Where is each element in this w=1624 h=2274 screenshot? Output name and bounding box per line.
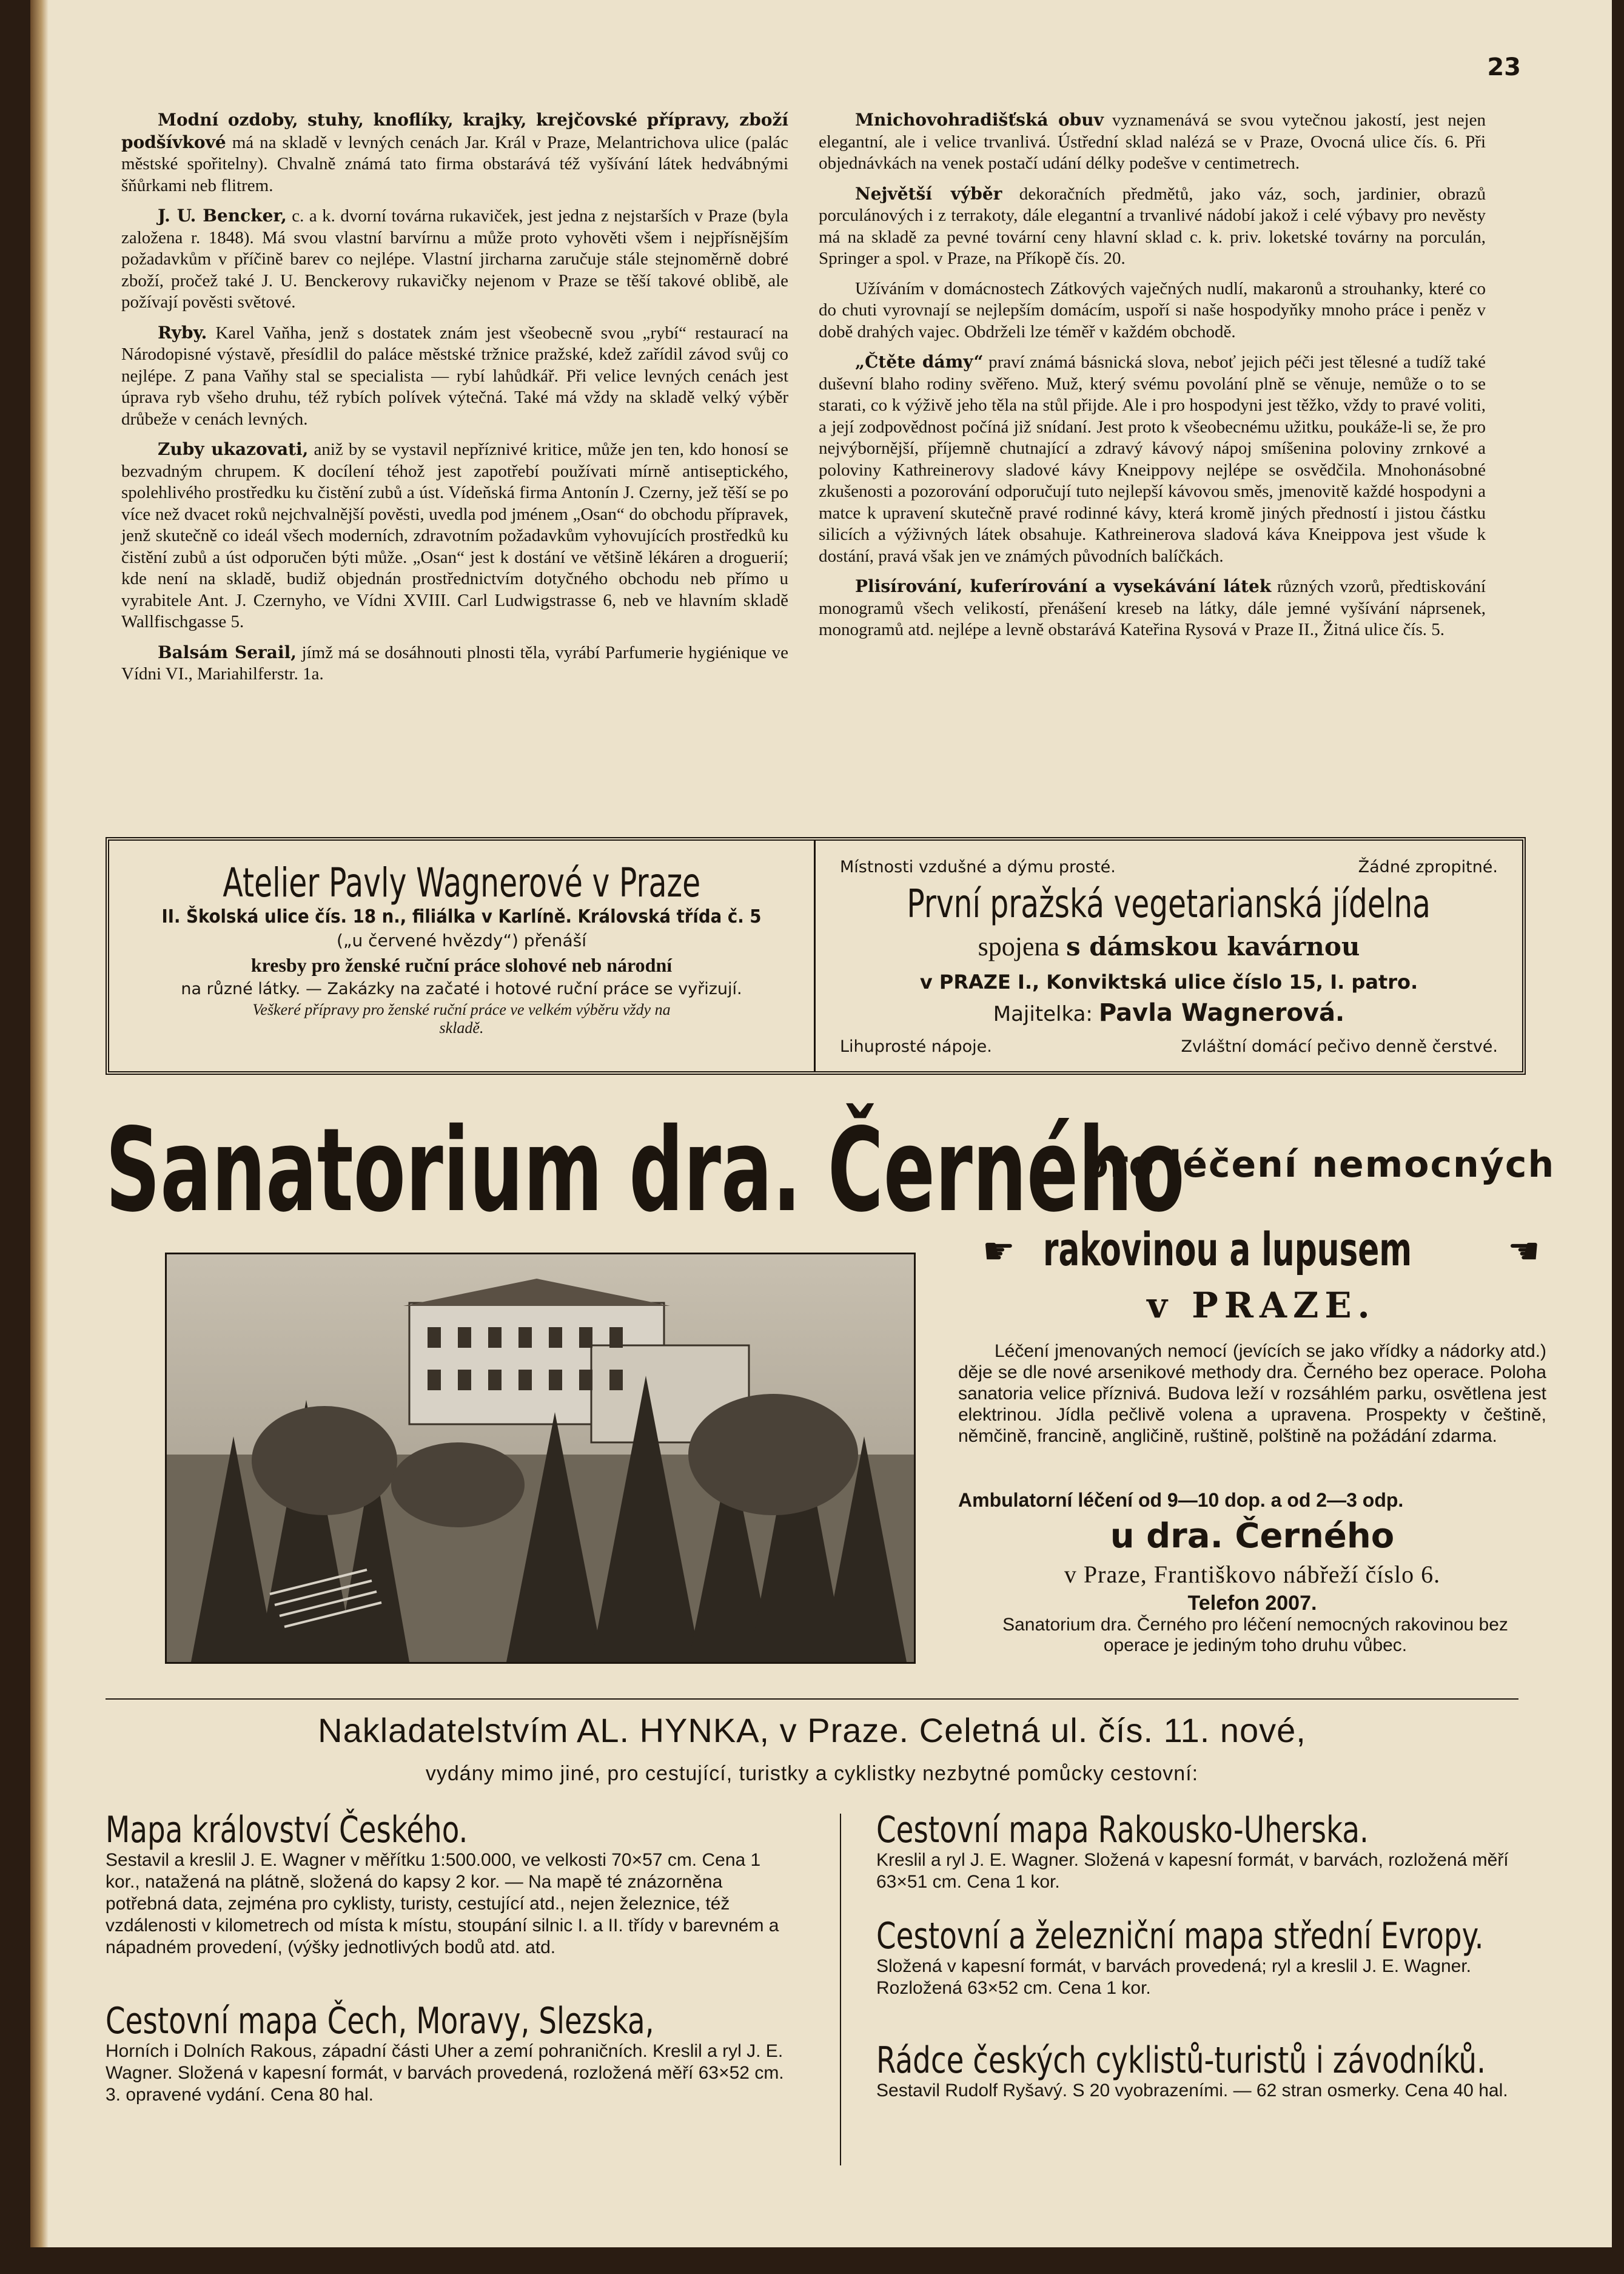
veg-subtitle — [816, 932, 1522, 962]
left-column-paragraph — [121, 439, 788, 633]
sanatorium-photo — [165, 1253, 916, 1664]
sanatorium-body: Léčení jmenovaných nemocí (jevících se jako vřídky a nádorky atd.) děje se dle nové arsenikové methody dra. Černého bez operace. Poloha sanatoria velice příznivá. Budova leží v rozsáhlém parku, osvětlena jest elektrinou. Jídla pečlivě volena a upravena. Prospekty v češtině, němčině, francině, angličině, ruštině, polštině na požádání zdarma. — [958, 1341, 1546, 1446]
book-2-desc: Horních i Dolních Rakous, západní části Uher a zemí pohraničních. Kreslil a ryl J. E. Wagner. Složená v kapesní formát, v barvách provedená, rozložená měří 63×52 cm. 3. opravené vydání. Cena 80 hal. — [106, 2041, 784, 2105]
book-4-title: Cestovní a železniční mapa střední Evropy. — [876, 1915, 1484, 1957]
veg-address: v PRAZE I., Konviktská ulice číslo 15, I. patro. — [919, 970, 1418, 994]
atelier-ad — [109, 841, 816, 1071]
atelier-title: Atelier Pavly Wagnerové v Praze — [223, 859, 700, 906]
sanatorium-doctor: u dra. Černého — [1110, 1516, 1395, 1556]
book-3-title: Cestovní mapa Rakousko-Uherska. — [876, 1809, 1369, 1851]
sanatorium-closing: Sanatorium dra. Černého pro léčení nemocných rakovinou bez operace je jediným toho druhu vůbec. — [1002, 1615, 1508, 1655]
paragraph-text: aniž by se vystavil nepříznivé kritice, může jen ten, kdo honosí se bezvadným chrupem. K docílení téhož jest zapotřebí používati mírně antiseptického, spolehlivého prostředku ku čistění zubů a úst. Vídeňská firma Antonín J. Czerny, jež těší se po více než dvacet roků nejchvalnější pověsti, uvedla pod jménem „Osan“ do obchodu přípravek, jenž skutečně co ideál všech moderních, zdravotním požadavkům vyhovujících prostředků ku čistění zubů a úst odporučen býti může. „Osan“ jest k dostání ve většině lékáren a droguerií; kde není na skladě, budiž objednán prostřednictvím dotyčného obchodu neb přímo u vyrabitele Ant. J. Czernyho, ve Vídni XVIII. Carl Ludwigstrasse 6, neb ve hlavním skladě Wallfischgasse 5. — [121, 440, 788, 631]
paragraph-lead: Plisírování, kuferírování a vysekávání látek — [855, 576, 1272, 596]
right-column-paragraph — [819, 576, 1486, 641]
left-column-paragraph — [121, 322, 788, 431]
book-3-desc: Kreslil a ryl J. E. Wagner. Složená v kapesní formát, v barvách, rozložená měří 63×51 cm. Cena 1 kor. — [876, 1850, 1509, 1892]
atelier-sign: („u červené hvězdy“) přenáší — [337, 930, 586, 950]
paragraph-lead: Modní ozdoby, stuhy, knoflíky, krajky, krejčovské přípravy, zboží podšívkové — [121, 110, 788, 152]
right-column-paragraph — [819, 351, 1486, 567]
paragraph-text: vyznamenává se svou vytečnou jakostí, jest nejen elegantní, ale i velice trvanlivá. Ústřední sklad nalézá se v Praze, Ovocná ulice čís. 6. Při objednávkách na venek postačí udání délky podešve v centimetrech. — [819, 110, 1486, 173]
book-spine — [30, 0, 49, 2247]
sanatorium-city: v PRAZE. — [1147, 1285, 1376, 1326]
atelier-address: II. Školská ulice čís. 18 n., filiálka v Karlíně. Královská třída č. 5 — [161, 906, 762, 927]
atelier-line1: kresby pro ženské ruční práce slohové neb národní — [250, 954, 673, 976]
left-column-paragraph — [121, 109, 788, 197]
right-column-paragraph — [819, 109, 1486, 175]
paragraph-lead: „Čtěte dámy“ — [855, 352, 984, 372]
paragraph-text: Karel Vaňha, jenž s dostatek znám jest všeobecně svou „rybí“ restaurací na Národopisné výstavě, přesídlil do paláce městské tržnice pražské, kdež zařídil závod svůj co nejlépe. Z pana Vaňhy stal se specialista — rybí lahůdkář. Při velice levných cenách jest úprava ryb všeho druhu, též rybích polívek výtečná. Také má vždy na skladě velký výběr drůbeže v cenách levných. — [121, 323, 788, 429]
atelier-line3: Veškeré přípravy pro ženské ruční práce ve velkém výběru vždy na skladě. — [252, 1001, 671, 1037]
left-column-paragraph — [121, 205, 788, 314]
veg-bottom-left: Lihuprosté nápoje. — [840, 1037, 992, 1056]
sanatorium-sub2: rakovinou a lupusem — [1043, 1222, 1412, 1276]
left-column-paragraph — [121, 642, 788, 685]
veg-title: První pražská vegetarianská jídelna — [907, 882, 1431, 927]
paragraph-lead: Mnichovohradišťská obuv — [855, 110, 1104, 130]
publisher-heading: Nakladatelstvím AL. HYNKA, v Praze. Celetná ul. čís. 11. nové, — [318, 1711, 1306, 1749]
newspaper-page — [30, 0, 1612, 2247]
vegetarian-ad — [816, 841, 1522, 1071]
paragraph-text: jímž má se dosáhnouti plnosti těla, vyrábí Parfumerie hygiénique ve Vídni VI., Mariahilferstr. 1a. — [121, 642, 789, 684]
sanatorium-building-illustration — [167, 1254, 914, 1662]
right-column-paragraph — [819, 278, 1486, 343]
sanatorium-phone: Telefon 2007. — [1187, 1592, 1317, 1615]
veg-owner — [816, 998, 1522, 1027]
veg-top-left: Místnosti vzdušné a dýmu prosté. — [840, 858, 1116, 876]
book-2-title: Cestovní mapa Čech, Moravy, Slezska, — [106, 2000, 654, 2042]
pointing-hand-left-icon: ☛ — [1508, 1231, 1540, 1271]
paragraph-lead: J. U. Bencker, — [158, 206, 287, 226]
book-1 — [106, 1811, 791, 1959]
book-5-title: Rádce českých cyklistů-turistů i závodníků. — [876, 2039, 1486, 2082]
sanatorium-sub2-row — [982, 1222, 1540, 1276]
ad-row-frame — [106, 837, 1526, 1075]
paragraph-text: c. a k. dvorní továrna rukaviček, jest jedna z nejstarších v Praze (byla založena r. 1848). Má svou vlastní barvírnu a může proto vyhověti všem i nejpřísnějším požadavkům v příčině barev co nejlépe. Vlastní jircharna zaručuje stále stejnoměrně dobré zboží, pročež také J. U. Benckerovy rukavičky nejenom v Praze se těší takové oblibě, ale požívají pověsti světové. — [121, 206, 788, 312]
sanatorium-sub1: pro léčení nemocných — [1082, 1143, 1555, 1186]
section-rule — [106, 1698, 1518, 1700]
veg-subtitle-bold: s dámskou kavárnou — [1066, 932, 1360, 961]
paragraph-text: praví známá básnická slova, neboť jejich péči jest tělesné a tudíž také duševní blaho rodiny svěřeno. Muž, který svému povolání plně se věnuje, nemůže o to se starati, co k výživě jeho těla na stůl přijde. Ale i pro hospodyni jest těžko, vždy to pravé voliti, a její zodpovědnost počíná již snídaní. Jest proto k všeobecnému užitku, poukáže-li se, že pro nejvýbornější, příjemně chutnající a zdravý kávový nápoj smíšenina poloviny zrnkové a poloviny Kathreinerovy sladové kávy Kneippovy nejlépe se osvědčila. Mnohonásobné zkušenosti a pozorování odporučují tuto nejlepší kávovou směs, jmenovitě každé hospodyni a matce k upravení skutečně pravé rodinné kávy, která kromě jiných předností i jistou částku silicích a výživných látek obsahuje. Kathreinerova sladová káva Kneippova jest všude k dostání, pravá však jen ve známých původních balíčkách. — [819, 352, 1486, 566]
paragraph-text: má na skladě v levných cenách Jar. Král v Praze, Melantrichova ulice (palác městské spořitelny). Chvalně známá tato firma obstarává též vyšívání látek hedvábnými šňůrkami neb flitrem. — [121, 132, 788, 195]
book-1-title: Mapa království Českého. — [106, 1809, 468, 1851]
veg-owner-label: Majitelka: — [993, 1002, 1093, 1026]
paragraph-lead: Balsám Serail, — [158, 642, 297, 662]
book-4 — [876, 1917, 1531, 1999]
right-column-paragraph — [819, 183, 1486, 270]
book-1-desc: Sestavil a kreslil J. E. Wagner v měřítku 1:500.000, ve velkosti 70×57 cm. Cena 1 kor., natažená na plátně, složená do kapsy 2 kor. — Na mapě té znázorněna potřebná data, zejména pro cyklisty, turisty, cestující atd., nejen železnice, též vzdálenosti v kilometrech od místa k místu, stoupání silnic I. a II. třídy v barevném a nápadném provedení, (výšky jednotlivých bodů atd. atd. — [106, 1850, 779, 1957]
left-text-column — [121, 109, 788, 694]
paragraph-text: různých vzorů, předtiskování monogramů všech velikostí, přenášení kreseb na látky, dále jemné vyšívání náprsenek, monogramů atd. nejlépe a levně obstarává Kateřina Rysová v Praze II., Žitná ulice čís. 5. — [819, 577, 1486, 639]
veg-owner-name: Pavla Wagnerová. — [1098, 999, 1345, 1027]
book-2 — [106, 2002, 791, 2106]
book-3 — [876, 1811, 1531, 1893]
paragraph-text: dekoračních předmětů, jako váz, soch, jardinier, obrazů porculánových i z terrakoty, dále elegantní a trvanlivé nádobí jakož i celé výbavy pro nevěsty má na skladě za pevné tovární ceny hlavní sklad c. k. priv. loketské továrny na porculán, Springer a spol. v Praze, na Příkopě čís. 20. — [819, 184, 1486, 268]
book-5-desc: Sestavil Rudolf Ryšavý. S 20 vyobrazeními. — 62 stran osmerky. Cena 40 hal. — [876, 2081, 1508, 2101]
veg-bottom-right: Zvláštní domácí pečivo denně čerstvé. — [1181, 1037, 1498, 1056]
paragraph-lead: Největší výběr — [855, 183, 1002, 204]
sanatorium-address: v Praze, Františkovo nábřeží číslo 6. — [1064, 1561, 1441, 1588]
book-5 — [876, 2041, 1531, 2102]
paragraph-lead: Zuby ukazovati, — [158, 439, 309, 459]
publisher-subheading: vydány mimo jiné, pro cestující, turistky a cyklistky nezbytné pomůcky cestovní: — [425, 1762, 1199, 1785]
paragraph-lead: Ryby. — [158, 322, 207, 343]
pointing-hand-right-icon: ☛ — [982, 1231, 1015, 1271]
right-text-column — [819, 109, 1486, 650]
book-4-desc: Složená v kapesní formát, v barvách provedená; ryl a kreslil J. E. Wagner. Rozložená 63×52 cm. Cena 1 kor. — [876, 1956, 1472, 1998]
page-number: 23 — [1487, 53, 1521, 81]
sanatorium-title: Sanatorium dra. Černého — [106, 1103, 1185, 1237]
paragraph-text: Užíváním v domácnostech Zátkových vaječných nudlí, makaronů a strouhanky, které co do chuti vyrovnají se nejlepším domácím, uspoří si naše hospodyňky mnoho práce i peněz v době drahých vajec. Obdrželi lze téměř v každém obchodě. — [819, 278, 1486, 341]
veg-top-right: Žádné zpropitné. — [1358, 858, 1498, 876]
publisher-column-divider — [840, 1814, 841, 2165]
sanatorium-ambul: Ambulatorní léčení od 9—10 dop. a od 2—3 odp. — [958, 1489, 1404, 1511]
atelier-line2: na různé látky. — Zakázky na začaté i hotové ruční práce se vyřizují. — [181, 980, 742, 998]
veg-subtitle-pre: spojena — [978, 932, 1060, 961]
